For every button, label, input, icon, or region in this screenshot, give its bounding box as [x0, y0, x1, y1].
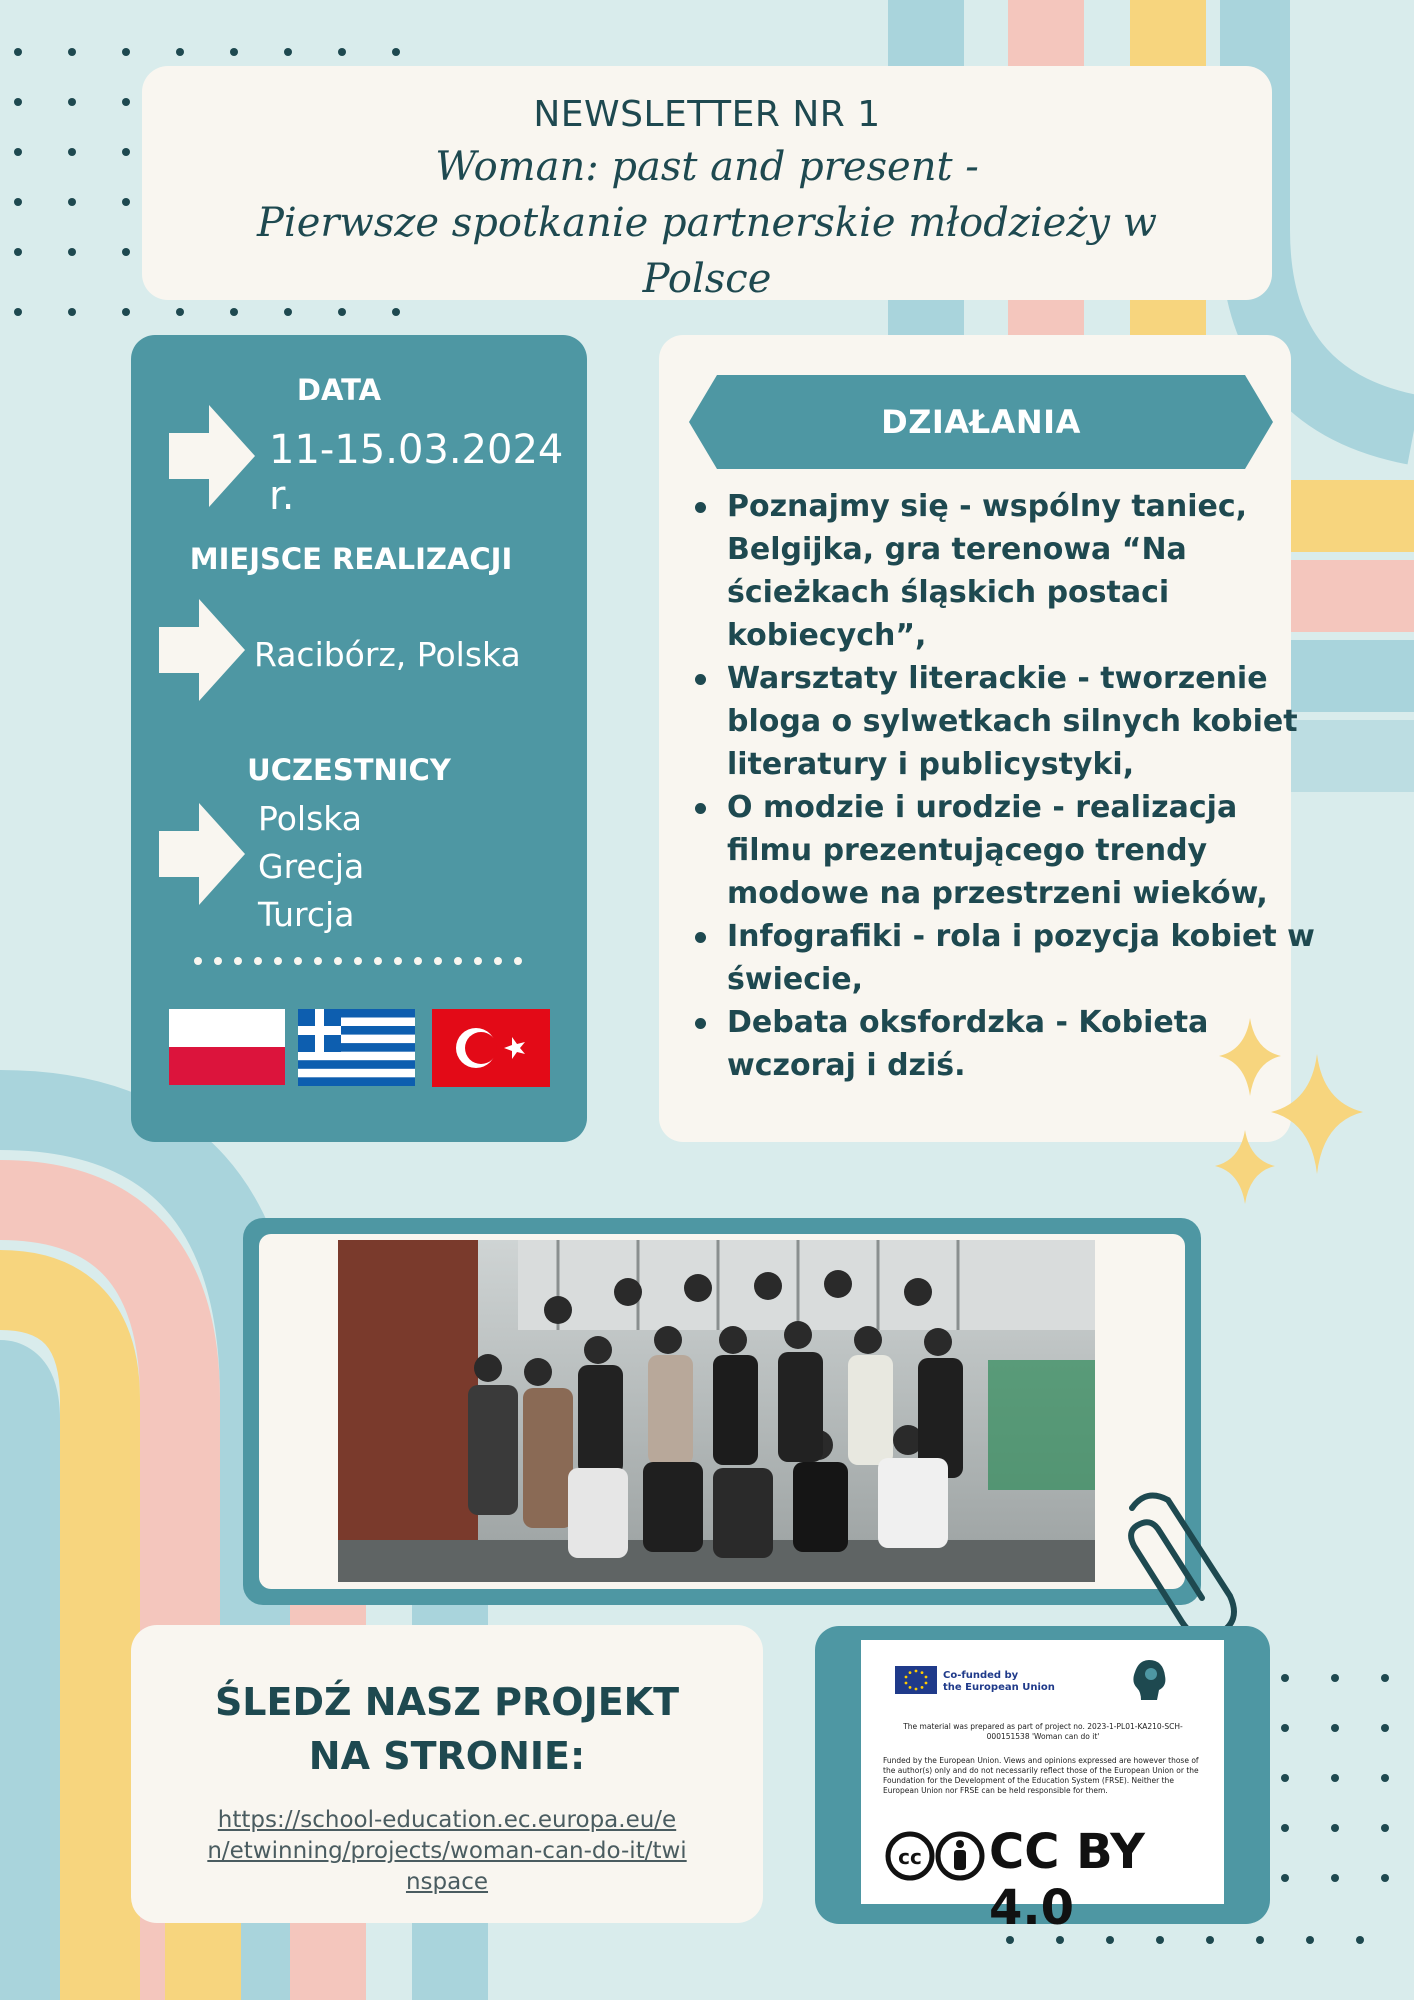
info-panel [131, 335, 587, 1142]
arrow-right-icon [159, 803, 245, 905]
project-logo-icon [1127, 1656, 1171, 1706]
turkey-flag-icon [432, 1009, 550, 1087]
activity-item: Poznajmy się - wspólny taniec, Belgijka, gra terenowa “Na ścieżkach śląskich postaci kobiecych”, [727, 485, 1317, 657]
eu-funding-frame [815, 1626, 1270, 1936]
title-line-2: Pierwsze spotkanie partnerskie młodzieży w [257, 200, 1157, 246]
material-note: The material was prepared as part of project no. 2023-1-PL01-KA210-SCH-000151538 'Woman can do it' [903, 1722, 1183, 1741]
title-line-1: Woman: past and present - [435, 144, 979, 190]
activities-banner [689, 375, 1273, 469]
activity-item: Warsztaty literackie - tworzenie bloga o sylwetkach silnych kobiet literatury i publicystyki, [727, 657, 1317, 786]
date-value: 11-15.03.2024 r. [269, 427, 564, 519]
eu-flag-icon [895, 1666, 937, 1694]
participant-greece: Grecja [258, 847, 365, 886]
cc-icon [885, 1830, 985, 1882]
svg-text:cc: cc [898, 1845, 922, 1869]
place-label: MIEJSCE REALIZACJI [189, 542, 513, 576]
project-link[interactable]: https://school-education.ec.europa.eu/en/etwinning/projects/woman-can-do-it/twinspace [207, 1807, 687, 1895]
participant-turkey: Turcja [258, 895, 355, 934]
greece-flag-icon [298, 1009, 415, 1086]
newsletter-label: NEWSLETTER NR 1 [533, 94, 881, 135]
license-text: CC BY 4.0 [989, 1824, 1145, 1936]
follow-title-line-1: ŚLEDŹ NASZ PROJEKT [214, 1680, 680, 1724]
arrow-right-icon [159, 599, 245, 701]
group-photo [338, 1240, 1095, 1582]
activity-item: Infografiki - rola i pozycja kobiet w świecie, [727, 915, 1317, 1001]
title-line-3: Polsce [642, 256, 772, 302]
eu-funding-box [861, 1640, 1224, 1936]
cofunded-text: Co-funded by the European Union [943, 1670, 1055, 1693]
follow-title-line-2: NA STRONIE: [308, 1734, 586, 1778]
header-card [142, 66, 1272, 300]
dotted-divider [193, 955, 523, 967]
date-label: DATA [296, 373, 382, 407]
poland-flag-icon [169, 1009, 285, 1085]
participant-poland: Polska [258, 799, 363, 838]
follow-title [131, 1675, 763, 1783]
disclaimer-text: Funded by the European Union. Views and opinions expressed are however those of the author(s) only and do not necessarily reflect those of the European Union or the Foundation for the Development of the Education System (FRSE). Neither the European Union nor FRSE can be held responsible for them. [883, 1756, 1199, 1795]
sparkle-icon [1215, 1018, 1365, 1208]
activities-heading: DZIAŁANIA [881, 403, 1081, 441]
activity-item: Debata oksfordzka - Kobieta wczoraj i dziś. [727, 1001, 1317, 1087]
participants-label: UCZESTNICY [247, 753, 451, 787]
newsletter-title [142, 139, 1272, 307]
activities-list [683, 485, 1317, 1087]
activity-item: O modzie i urodzie - realizacja filmu prezentującego trendy modowe na przestrzeni wieków, [727, 786, 1317, 915]
place-value: Racibórz, Polska [254, 635, 521, 674]
arrow-right-icon [169, 405, 255, 507]
follow-card [131, 1625, 763, 1923]
paperclip-icon [1112, 1486, 1242, 1646]
activities-panel [659, 335, 1315, 1142]
